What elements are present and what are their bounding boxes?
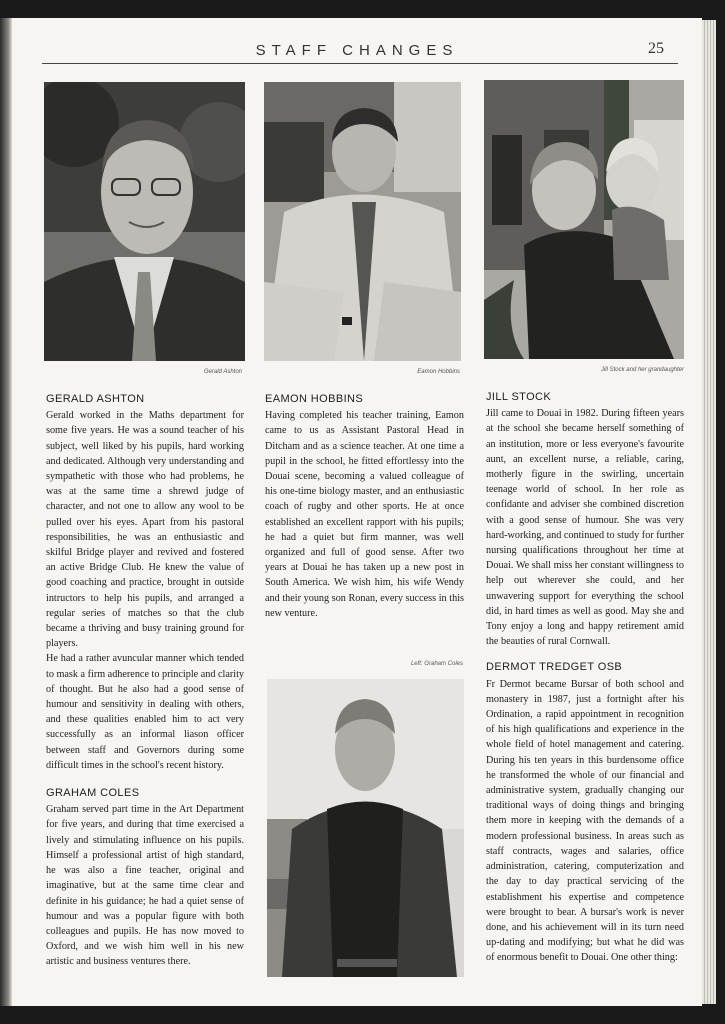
- heading-jill-stock: JILL STOCK: [486, 391, 552, 403]
- heading-graham-coles: GRAHAM COLES: [46, 787, 140, 800]
- heading-eamon-hobbins: EAMON HOBBINS: [265, 393, 364, 405]
- magazine-page: [12, 18, 702, 1006]
- photo-graham-coles: [267, 679, 464, 977]
- photo-jill-stock: [484, 80, 684, 359]
- column-middle: [265, 392, 464, 621]
- paragraph-hobbins-1: Having completed his teacher training, Eamon came to us as Assistant Pastoral Head in Ditcham and as a science teacher. At one time a pupil in the school, he fitted effortlessy into the Douai scene, becoming a valued colleague of his one-time biology master, and an enthusiastic coach of rugby and other sports. He at once established an excellent rapport with his pupils; he had a quiet but firm manner, was well organized and full of good sense. After two years at Douai he has taken up a new post in South America. We wish him, his wife Wendy and their young son Ronan, every success in this new venture.: [265, 410, 464, 619]
- book-spine-shadow: [0, 18, 12, 1006]
- caption-graham-coles: Left: Graham Coles: [410, 661, 463, 667]
- paragraph-stock-1: Jill came to Douai in 1982. During fifteen years at the school she became herself something of an institution, more or less everyone's favourite aunt, an excellent nurse, a reliable, caring, motherly figure in the swirling, uncertain teenage world of school. In her role as confidante and adviser she combined discretion with a good sense of humour. She was very hard-working, and continued to study for further nursing qualifications throughout her time at Douai. We shall miss her constant willingness to help out wherever she could, and her unwavering support for everything the school did, in hard times as well as good. May she and Tony enjoy a long and happy retirement amid the beauties of rural Cornwall.: [486, 408, 684, 648]
- paragraph-tredget-1: Fr Dermot became Bursar of both school and monastery in 1987, just a fortnight after his Ordination, a rapid appointment in recognition of his high qualifications and experience in the whole field of hotel management and catering. During his ten years in this burdensome office he transformed the whole of our financial and administrative system, gradually changing our traditional ways of doing things and bringing them more in keeping with the demands of a modern professional business. In areas such as staff contracts, wages and salaries, office administration, catering, computerization and the day to day practical servicing of the establishment his expertise and competence were brought to bear. A bursar's work is never done, and his achievement will in its turn need up-dating and modifying; but what he did was of enormous benefit to Douai. One other thing:: [486, 678, 684, 964]
- page-running-head: STAFF CHANGES: [255, 42, 459, 59]
- column-right: [486, 390, 684, 966]
- header-rule: [42, 63, 678, 64]
- photo-gerald-ashton: [44, 82, 245, 361]
- page-edge: [702, 20, 716, 1004]
- column-left: [46, 392, 244, 970]
- photo-eamon-hobbins: [264, 82, 461, 361]
- paragraph-ashton-1: Gerald worked in the Maths department for some five years. He was a sound teacher of his subject, well liked by his pupils, hard working and dedicated. Although very understanding and sympathetic with those who had problems, he was at the same time a shrewd judge of character, and not one to allow any wool to be pulled over his eyes. Apart from his pastoral responsibilities, he was an enthusiastic and skilful Bridge player and revived and fostered an active Bridge Club. He knew the value of good coaching and practice, brought in outside intructors to help his pupils, and arranged a regular series of matches so that the club became a thriving and busy training ground for players.: [46, 410, 244, 650]
- caption-eamon-hobbins: Eamon Hobbins: [417, 369, 460, 375]
- paragraph-coles-1: Graham served part time in the Art Department for five years, and during that time exercised a lively and stimulating influence on his pupils. Himself a professional artist of high standard, he was also a fine teacher, original and imaginative, but at the same time clear and definite in his guidance; he had a quiet sense of humour and was a popular figure with both colleagues and pupils. He has now moved to Oxford, and we wish him well in his new artistic and business ventures there.: [46, 804, 244, 968]
- page-number: 25: [648, 40, 664, 57]
- caption-gerald-ashton: Gerald Ashton: [203, 369, 242, 375]
- heading-gerald-ashton: GERALD ASHTON: [46, 393, 145, 405]
- caption-jill-stock: Jill Stock and her grandaughter: [600, 367, 684, 373]
- heading-dermot-tredget: DERMOT TREDGET OSB: [486, 661, 623, 674]
- paragraph-ashton-2: He had a rather avuncular manner which tended to mask a firm adherence to principle and clarity of thought. But he also had a good sense of humour and sensitivity in dealing with others, and these qualities enabled him to act very successfully as an informal liason officer between staff and Governors during some difficult times in the school's recent history.: [46, 653, 245, 771]
